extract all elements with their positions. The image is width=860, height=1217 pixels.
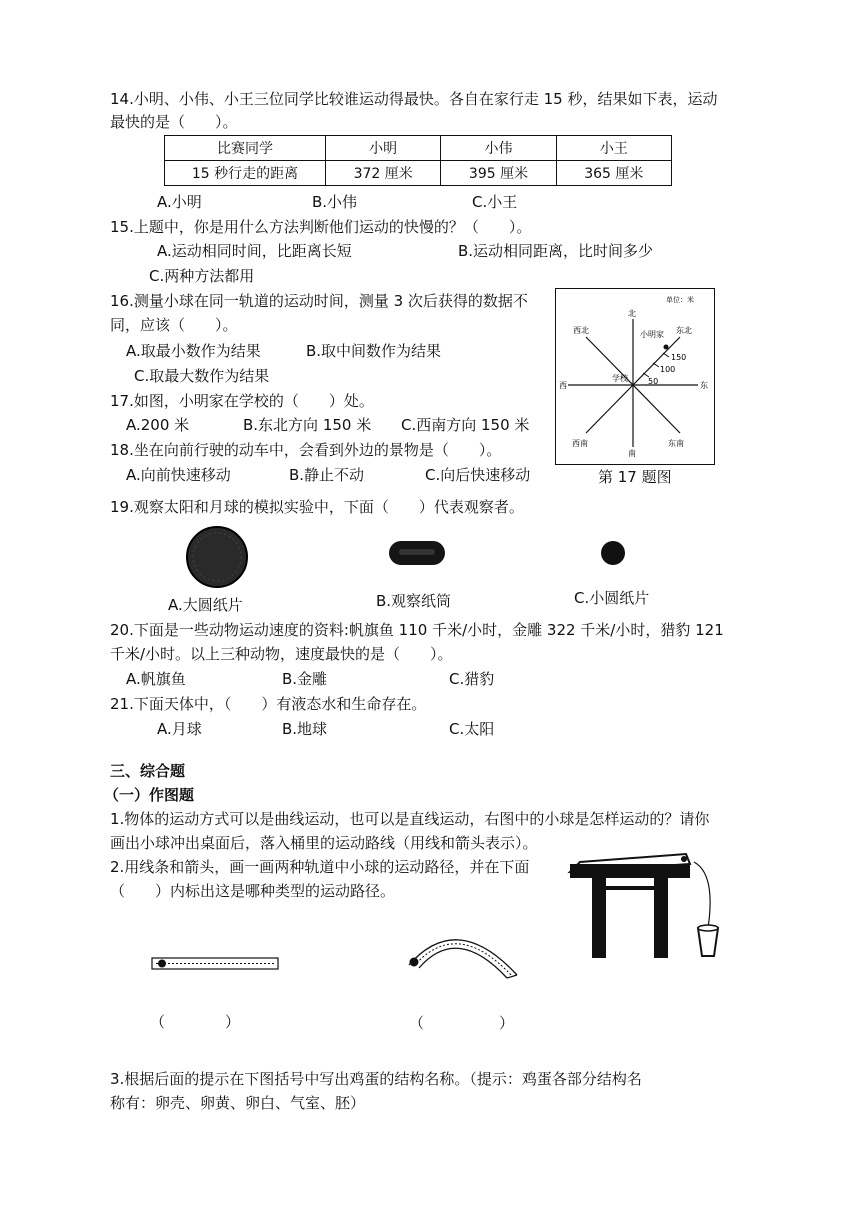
q14-line1: 14.小明、小伟、小王三位同学比较谁运动得最快。各自在家行走 15 秒，结果如下表，运动 bbox=[110, 90, 718, 108]
q21-line1: 21.下面天体中，（ ）有液态水和生命存在。 bbox=[110, 695, 427, 713]
q15-option-a: A.运动相同时间，比距离长短 bbox=[157, 242, 352, 260]
q20-line2: 千米/小时。以上三种动物，速度最快的是（ ）。 bbox=[110, 645, 453, 663]
northeast-label: 东北 bbox=[676, 326, 692, 335]
q18-option-c: C.向后快速移动 bbox=[425, 466, 531, 484]
q21-option-c: C.太阳 bbox=[449, 720, 495, 738]
q14-option-b: B.小伟 bbox=[312, 193, 358, 211]
north-label: 北 bbox=[628, 309, 636, 318]
p3-line1: 3.根据后面的提示在下图括号中写出鸡蛋的结构名称。（提示：鸡蛋各部分结构名 bbox=[110, 1070, 642, 1088]
p2-line2: （ ）内标出这是哪种类型的运动路径。 bbox=[110, 882, 396, 900]
paren-right: （ ） bbox=[409, 1014, 515, 1032]
p2-line1: 2.用线条和箭头，画一画两种轨道中小球的运动路径，并在下面 bbox=[110, 858, 530, 876]
small-disc-image bbox=[598, 538, 628, 568]
tick-mark bbox=[653, 363, 659, 367]
q20-option-b: B.金雕 bbox=[282, 670, 328, 688]
table-bucket-image bbox=[566, 848, 736, 963]
q17-option-a: A.200 米 bbox=[126, 416, 190, 434]
straight-track-image bbox=[150, 952, 282, 976]
q20-option-a: A.帆旗鱼 bbox=[126, 670, 186, 688]
table-cell: 372 厘米 bbox=[326, 161, 441, 186]
p1-line2: 画出小球冲出桌面后，落入桶里的运动路线（用线和箭头表示）。 bbox=[110, 834, 538, 852]
curved-track-image bbox=[395, 920, 530, 990]
q14-option-a: A.小明 bbox=[157, 193, 202, 211]
school-label: 学校 bbox=[612, 374, 628, 383]
table-row bbox=[165, 136, 672, 161]
subsection-title: （一）作图题 bbox=[104, 786, 195, 804]
fig17-caption: 第 17 题图 bbox=[598, 468, 672, 486]
east-label: 东 bbox=[700, 381, 708, 390]
q21-option-a: A.月球 bbox=[157, 720, 202, 738]
q16-line2: 同，应该（ ）。 bbox=[110, 316, 238, 334]
q14-table bbox=[164, 135, 672, 186]
southwest-label: 西南 bbox=[572, 439, 588, 448]
table-cell: 小明 bbox=[326, 136, 441, 161]
q20-option-c: C.猎豹 bbox=[449, 670, 495, 688]
q16-option-b: B.取中间数作为结果 bbox=[306, 342, 442, 360]
large-disc-image bbox=[185, 525, 249, 589]
q15-option-c: C.两种方法都用 bbox=[149, 267, 255, 285]
home-dot bbox=[664, 345, 669, 350]
southeast-label: 东南 bbox=[668, 439, 684, 448]
tick-label-50: 50 bbox=[648, 377, 659, 386]
paren-left: （ ） bbox=[150, 1013, 241, 1031]
q14-line2: 最快的是（ ）。 bbox=[110, 113, 238, 131]
south-label: 南 bbox=[628, 449, 636, 458]
q18-option-b: B.静止不动 bbox=[289, 466, 365, 484]
home-label: 小明家 bbox=[640, 330, 664, 339]
table-cell: 比赛同学 bbox=[165, 136, 326, 161]
q16-line1: 16.测量小球在同一轨道的运动时间，测量 3 次后获得的数据不 bbox=[110, 292, 528, 310]
q19-option-a: A.大圆纸片 bbox=[168, 596, 243, 614]
tick-label-150: 150 bbox=[671, 353, 687, 362]
table-cell: 365 厘米 bbox=[556, 161, 671, 186]
unit-label: 单位：米 bbox=[666, 296, 694, 304]
q16-option-a: A.取最小数作为结果 bbox=[126, 342, 261, 360]
q18-option-a: A.向前快速移动 bbox=[126, 466, 231, 484]
q18-line1: 18.坐在向前行驶的动车中，会看到外边的景物是（ ）。 bbox=[110, 441, 502, 459]
northwest-label: 西北 bbox=[573, 326, 589, 335]
compass-diagram bbox=[556, 289, 714, 464]
table-row bbox=[165, 161, 672, 186]
table-cell: 小王 bbox=[556, 136, 671, 161]
q15-line1: 15.上题中，你是用什么方法判断他们运动的快慢的？（ ）。 bbox=[110, 218, 532, 236]
table-cell: 15 秒行走的距离 bbox=[165, 161, 326, 186]
table-cell: 小伟 bbox=[441, 136, 556, 161]
q15-option-b: B.运动相同距离，比时间多少 bbox=[458, 242, 654, 260]
section-title: 三、综合题 bbox=[110, 762, 186, 780]
q21-option-b: B.地球 bbox=[282, 720, 328, 738]
q17-option-b: B.东北方向 150 米 bbox=[243, 416, 372, 434]
tick-mark bbox=[663, 353, 669, 357]
q17-option-c: C.西南方向 150 米 bbox=[401, 416, 530, 434]
west-label: 西 bbox=[559, 381, 567, 390]
q17-line1: 17.如图，小明家在学校的（ ）处。 bbox=[110, 392, 374, 410]
observation-tube-image bbox=[387, 538, 447, 568]
compass-figure bbox=[555, 288, 715, 465]
q14-option-c: C.小王 bbox=[472, 193, 518, 211]
q20-line1: 20.下面是一些动物运动速度的资料:帆旗鱼 110 千米/小时，金雕 322 千米/小时，猎豹 121 bbox=[110, 621, 724, 639]
q19-line1: 19.观察太阳和月球的模拟实验中，下面（ ）代表观察者。 bbox=[110, 498, 524, 516]
p3-line2: 称有：卵壳、卵黄、卵白、气室、胚） bbox=[110, 1094, 366, 1112]
table-cell: 395 厘米 bbox=[441, 161, 556, 186]
q19-option-c: C.小圆纸片 bbox=[574, 589, 650, 607]
p1-line1: 1.物体的运动方式可以是曲线运动，也可以是直线运动，右图中的小球是怎样运动的？请你 bbox=[110, 810, 710, 828]
q16-option-c: C.取最大数作为结果 bbox=[134, 367, 270, 385]
tick-label-100: 100 bbox=[660, 365, 676, 374]
q19-option-b: B.观察纸筒 bbox=[376, 592, 452, 610]
